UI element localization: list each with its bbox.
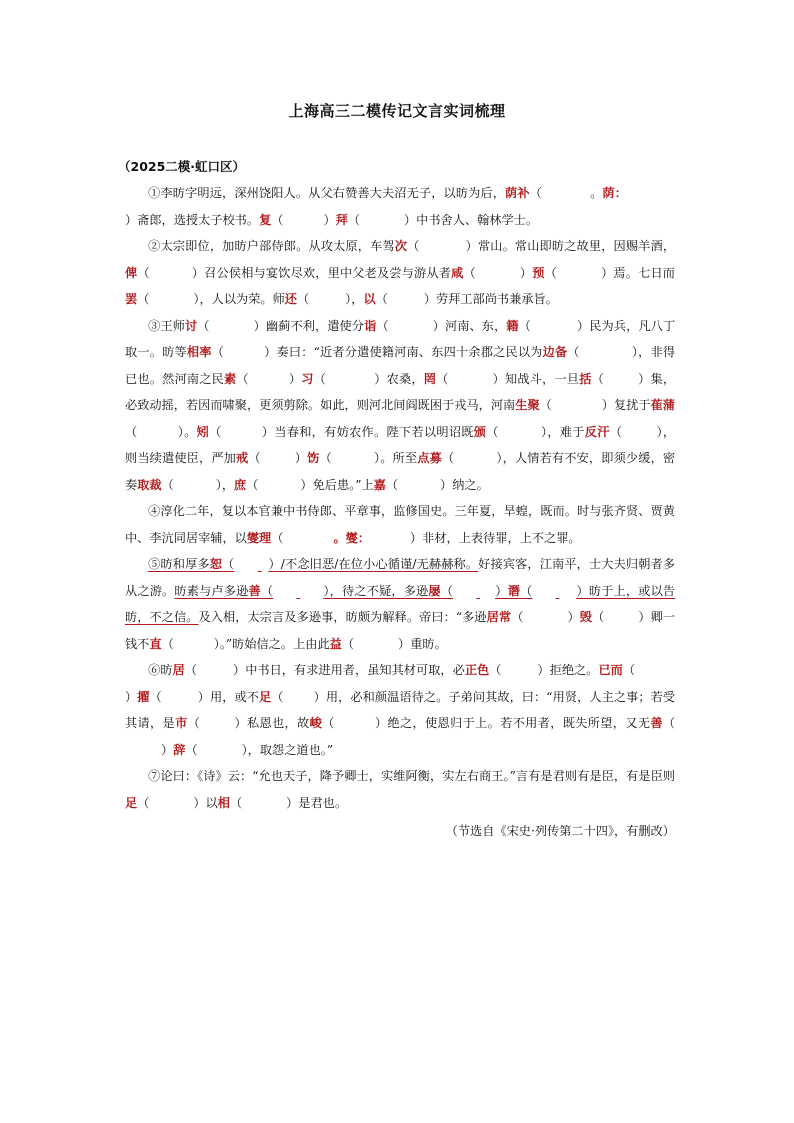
passage-text: ）当春和，有妨农作。陛下若以明诏既 [261,424,474,439]
passage-text: （ [322,716,335,730]
answer-blank [326,366,374,393]
passage-text: ） [519,265,533,280]
passage-text: （ [209,424,222,439]
keyword-term: 恕 [209,557,223,571]
passage-text: 好接宾客，江南平，士大夫归朝者多从之游。 [125,557,676,598]
passage-text: ）私恩也，故 [234,716,310,730]
answer-blank [453,578,495,605]
passage-text: （ [296,292,310,306]
passage-text: ）焉。七日而 [600,265,675,280]
keyword-term: 素 [223,371,237,386]
keyword-term: 讨 [184,318,198,333]
passage-text: （ [376,318,389,333]
answer-blank [149,790,193,817]
keyword-term: 反汗 [584,424,610,439]
passage-text: （ [385,477,399,492]
answer-blank [174,631,214,658]
passage-text: （ [246,477,259,492]
passage-text: ），人情若有不安，即须少缓，密奏 [125,451,676,492]
keyword-term: 足 [259,689,272,704]
passage-text: （ [407,239,420,253]
answer-blank [200,710,234,737]
keyword-term: 市 [175,716,188,730]
keyword-term: 萑蒲 [650,398,676,412]
answer-blank [335,710,375,737]
passage-text: （ [609,424,623,439]
keyword-term: 罢 [125,292,138,306]
passage-text: （ [161,477,174,492]
passage-text: （ [529,186,542,200]
answer-blank [210,313,254,340]
keyword-term: 居 [172,663,185,677]
passage-text: （ [544,265,557,280]
answer-blank [476,260,520,287]
keyword-term: 燮理 [246,530,272,545]
answer-blank [284,684,314,711]
passage-text: ）奏曰：“近者分遣使籍河南、东四十余郡之民以为 [263,345,543,359]
answer-blank [501,657,537,684]
keyword-term: 益 [329,636,342,651]
passage-text: ）民为兵，凡八丁取一。昉等 [125,318,676,359]
keyword-term: 拜 [335,212,348,227]
keyword-term: 谮 [507,583,520,598]
passage-text: （ [125,424,138,439]
passage-paragraph [125,657,675,763]
answer-blank [137,419,177,446]
passage-text: ）拒绝之。 [537,663,599,677]
passage-paragraph [125,498,675,551]
passage-text: （ [184,663,197,677]
passage-text: （ [271,530,284,545]
keyword-term: 峻 [309,716,323,730]
keyword-term: 诣 [364,318,377,333]
passage-text: ），非得已也。然河南之民 [125,345,676,386]
passage-text: （ [137,265,150,280]
passage-text: ）常山。常山即昉之故里，因赐羊酒， [465,239,676,253]
passage-text: ）/不念旧恶/在位小心循谨/无赫赫称。 [268,557,479,571]
passage-text: （ [236,371,249,386]
passage-text: ）重昉。 [398,636,447,651]
passage-paragraph [125,763,675,816]
answer-blank [162,684,198,711]
passage-text: （ [319,451,332,465]
passage-text: （ [519,583,533,598]
answer-blank [174,472,216,499]
keyword-term: 括 [579,371,592,386]
keyword-term: 相率 [186,345,212,359]
passage-text: ）纳之。 [440,477,489,492]
answer-blank [622,419,656,446]
keyword-term: 善 [650,716,663,730]
answer-blank [125,737,161,764]
answer-blank [448,366,492,393]
passage-text: （ [149,689,162,704]
passage-text: （ [341,636,355,651]
passage-text: ），人以为荣。师 [193,292,285,306]
keyword-term: 擢 [137,689,150,704]
passage-text: ）斋郎，选授太子校书。 [125,212,260,227]
answer-blank [419,233,465,260]
answer-blank [499,419,541,446]
answer-blank [542,180,590,207]
passage-text: ）是君也。 [286,795,348,810]
passage-text: （ [271,689,284,704]
passage-text: （ [137,795,150,810]
passage-text: 及入相，太宗言及多逊事，昉颇为解释。帝曰：“多逊 [198,610,487,624]
passage-text: ③王师 [148,318,185,333]
passage-text: （ [313,371,327,386]
answer-blank [234,551,268,578]
keyword-term: 辞 [173,742,186,757]
keyword-term: 以 [363,292,376,306]
passage-text: （ [592,610,605,624]
keyword-term: 直 [149,636,162,651]
passage-text: ） [495,583,508,598]
keyword-term: 相 [217,795,230,810]
passage-text: ）集，必致动摇，若因而啸聚，更须剪除。如此，则河北间阎既困于戎马，河南 [125,371,676,412]
answer-blank [523,604,567,631]
passage-text: （ [248,451,261,465]
passage-text: （ [539,398,552,412]
passage-text: ）卿一钱不 [125,610,676,651]
answer-blank [150,260,192,287]
passage-text: ②太宗即位，加昉户部侍郎。从攻太原，车驾 [148,239,395,253]
passage-text: 。 [589,186,603,200]
passage-paragraph [125,551,675,657]
passage-text: ①李昉字明远，深州饶阳人。从父右赞善大夫沼无子，以昉为后， [148,186,506,200]
passage-text: ）召公侯相与宴饮尽欢，里中父老及尝与游从者 [191,265,452,280]
passage-paragraph [125,233,675,313]
passage-text: （ [440,583,454,598]
keyword-term: 戒 [235,451,249,465]
answer-blank [309,286,345,313]
answer-blank [198,737,242,764]
passage-text: ）劳拜工部尚书兼承旨。 [423,292,558,306]
keyword-term: 荫补 [505,186,530,200]
keyword-term: 矧 [196,424,210,439]
passage-text: ）。”昉始信之。上由此 [213,636,330,651]
passage-text: ），则当续遣使臣，严加 [125,424,676,465]
passage-text: ④淳化二年，复以本官兼中书侍郎、平章事，监修国史。三年夏，旱蝗，既而。时与张齐贤、贾黄中、李沆同居宰辅，以 [125,504,675,545]
passage-text: （ [347,212,360,227]
passage-text: （ [229,795,243,810]
keyword-term: 复 [259,212,272,227]
passage-text: （ [518,318,531,333]
keyword-term: 足 [125,795,138,810]
answer-blank [388,286,424,313]
passage-text: ）免后患。”上 [300,477,374,492]
passage-text: （ [197,318,210,333]
answer-blank [261,445,295,472]
passage-text: 昉素与卢多逊 [174,583,249,598]
passage-text: ）。 [177,424,197,439]
answer-blank [627,180,675,207]
passage-text: （ [567,345,580,359]
passage-text: ） [294,451,308,465]
passage-body [125,180,675,845]
keyword-term: 饬 [307,451,320,465]
answer-blank [454,445,496,472]
keyword-term: 荫： [602,186,628,200]
answer-blank [398,472,440,499]
keyword-term: 习 [301,371,314,386]
passage-text: （ [486,424,499,439]
keyword-term: 毁 [579,610,593,624]
passage-text: ⑦论曰：《诗》云：“允也天子，降予卿士，实维阿衡，实左右商王。”言有是君则有是臣，有是臣则 [148,769,675,783]
keyword-term: 取裁 [137,477,162,492]
passage-text: ）用，必和颜温语待之。子弟问其故，曰：“用贤，人主之事；若受其请，是 [125,689,676,730]
passage-text: （ [187,716,201,730]
passage-paragraphs [125,180,675,816]
passage-text: ）农桑， [374,371,424,386]
answer-blank [249,366,289,393]
passage-text: ），待之不疑，多逊 [323,583,429,598]
source-credit: （节选自《宋史·列传第二十四》，有删改） [445,824,675,838]
page-title: 上海高三二模传记文言实词梳理 [288,102,506,120]
answer-blank [242,790,286,817]
passage-text: ）复扰于 [601,398,651,412]
passage-text: （ [436,371,449,386]
passage-text: ）以 [193,795,218,810]
passage-text: ）中书日，有求进用者，虽知其材可取，必 [232,663,465,677]
keyword-term: 屡 [428,583,441,598]
answer-blank [197,657,233,684]
passage-text: ）知战斗，一旦 [492,371,580,386]
answer-blank [332,445,374,472]
passage-text: （ [375,292,388,306]
answer-blank [258,472,300,499]
passage-text: ）河南、东， [432,318,507,333]
passage-text: ）幽蓟不利，遣使分 [253,318,365,333]
passage-text: ） [567,610,580,624]
passage-paragraph [125,180,675,233]
passage-text: ）昉于上，或以告昉，不之信。 [125,583,676,624]
keyword-term: 善 [248,583,261,598]
passage-text: ） [323,212,336,227]
answer-blank [222,419,262,446]
keyword-term: 还 [284,292,297,306]
passage-text: ）绝之，使恩归于上。若不用者，既失所望，又无 [374,716,651,730]
passage-text: （ [185,742,198,757]
answer-blank [532,578,576,605]
answer-blank [360,207,404,234]
keyword-term: 颁 [473,424,487,439]
keyword-term: 。燮： [333,530,370,545]
answer-blank [224,339,264,366]
keyword-term: 籍 [506,318,519,333]
passage-text: ），取怨之道也。” [241,742,334,757]
answer-blank [557,260,601,287]
keyword-term: 嘉 [373,477,386,492]
answer-blank [604,366,638,393]
passage-text: ）非材，上表待罪，上不之罪。 [410,530,581,545]
keyword-term: 边备 [542,345,568,359]
keyword-term: 生聚 [515,398,540,412]
passage-text: ⑤昉和厚多 [148,557,210,571]
passage-text: ） [125,689,138,704]
source-label: （2025二模·虹口区） [118,159,246,174]
passage-text: ）中书舍人、翰林学士。 [404,212,539,227]
passage-text: （ [161,636,174,651]
answer-blank [149,286,193,313]
passage-text: （ [591,371,604,386]
keyword-term: 次 [394,239,408,253]
passage-text: （ [441,451,455,465]
passage-text: ）用，或不 [197,689,260,704]
keyword-term: 俾 [125,265,138,280]
passage-text: （ [511,610,524,624]
answer-blank [389,313,433,340]
answer-blank [635,657,675,684]
answer-blank [273,578,323,605]
passage-text: ）， [345,292,364,306]
passage-text: （ [489,663,502,677]
keyword-term: 已而 [598,663,623,677]
passage-text: （ [271,212,284,227]
answer-blank [354,631,398,658]
passage-text: （ [211,345,224,359]
keyword-term: 居常 [486,610,512,624]
passage-text: （ [260,583,274,598]
passage-text: ）， [215,477,235,492]
passage-text: ） [161,742,174,757]
keyword-term: 预 [532,265,545,280]
answer-blank [283,525,333,552]
passage-text: （ [622,663,636,677]
passage-text: （ [463,265,476,280]
keyword-term: 罔 [423,371,437,386]
keyword-term: 庶 [234,477,247,492]
answer-blank [370,525,410,552]
passage-text: ），难于 [540,424,585,439]
passage-text: （ [222,557,235,571]
keyword-term: 咸 [451,265,464,280]
answer-blank [531,313,577,340]
passage-text: ） [288,371,302,386]
passage-text: ⑥昉 [148,663,173,677]
keyword-term: 点募 [417,451,442,465]
answer-blank [580,339,632,366]
keyword-term: 正色 [464,663,490,677]
passage-text: ）。所至 [373,451,418,465]
answer-blank [604,604,638,631]
answer-blank [552,392,602,419]
passage-paragraph [125,313,675,499]
passage-text: （ [662,716,676,730]
answer-blank [283,207,323,234]
passage-text: （ [137,292,150,306]
